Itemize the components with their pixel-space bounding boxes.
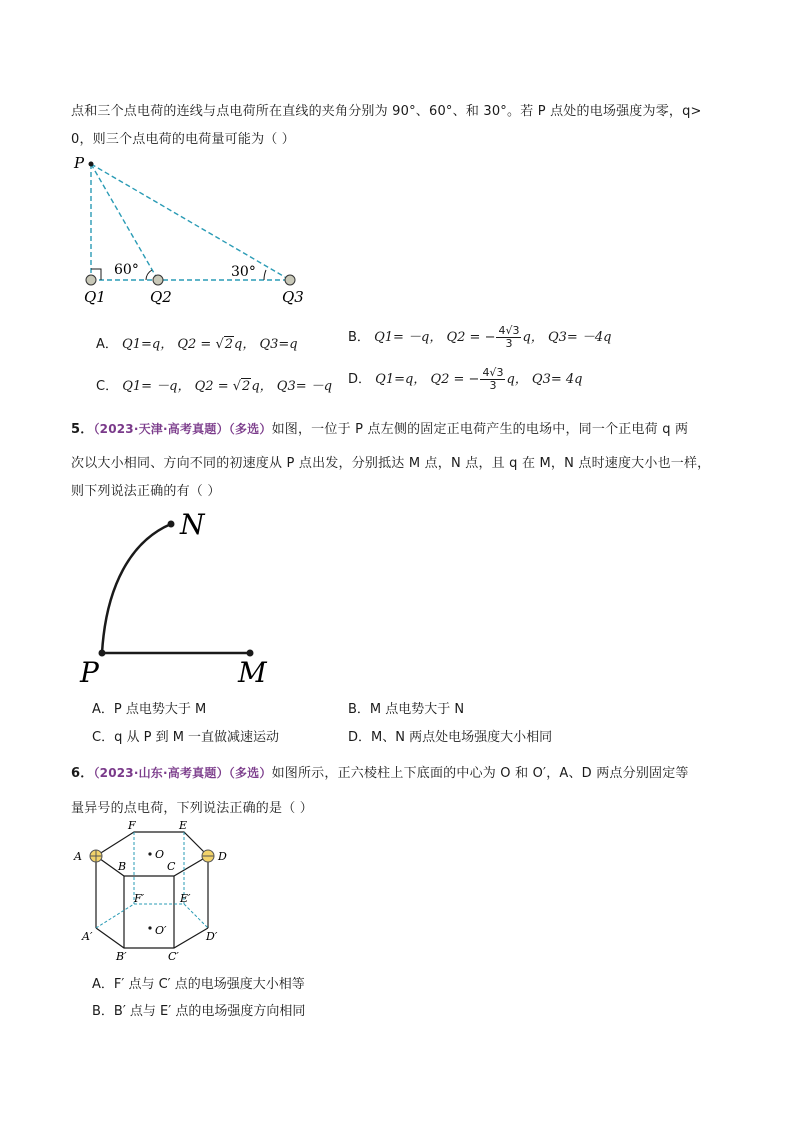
q4-option-c[interactable]: C． Q1= －q， Q2 = √2q， Q3= －q	[96, 379, 333, 394]
option-d-q1: Q1=q，	[375, 372, 427, 387]
q4-stem-line1: 点和三个点电荷的连线与点电荷所在直线的夹角分别为 90°、60°、和 30°。若 P 点处的电场强度为零，q>	[71, 104, 702, 119]
option-letter: B．	[348, 330, 370, 345]
angle-arc-60	[146, 270, 152, 280]
label-p: P	[74, 154, 85, 172]
option-a-q1: Q1=q，	[122, 337, 174, 352]
option-d-q2-prefix: Q2 = −	[430, 372, 480, 387]
option-b-q3: Q3= －4q	[547, 330, 612, 345]
option-a-q2-prefix: Q2 =	[177, 337, 216, 352]
q5-figure	[76, 506, 276, 691]
fraction-numerator: 4√3	[498, 324, 520, 337]
label-q2: Q2	[150, 288, 172, 306]
option-b-q2-prefix: Q2 = −	[446, 330, 496, 345]
center-o	[148, 852, 151, 855]
q4-option-b[interactable]	[348, 325, 612, 350]
label-d: D	[218, 850, 227, 863]
q4-option-a[interactable]: A． Q1=q， Q2 = √2q， Q3=q	[96, 337, 298, 352]
question-source: （2023·山东·高考真题）（多选）	[93, 766, 272, 780]
option-letter: C．	[96, 379, 119, 394]
label-30: 30°	[231, 264, 256, 280]
question-number: 5．	[71, 422, 94, 437]
q5-option-d[interactable]: D．M、N 两点处电场强度大小相同	[348, 730, 553, 745]
label-q3: Q3	[282, 288, 304, 306]
q5-option-c[interactable]: C．q 从 P 到 M 一直做减速运动	[92, 730, 280, 745]
q4-figure	[70, 150, 320, 310]
option-b-q1: Q1= －q，	[374, 330, 443, 345]
option-b-fraction	[496, 325, 521, 350]
q4-stem-line2: 0，则三个点电荷的电荷量可能为（ ）	[71, 132, 296, 147]
label-f: F	[128, 819, 136, 832]
option-letter: D．	[348, 372, 372, 387]
label-d2: D′	[206, 930, 218, 943]
option-letter: A．	[96, 337, 118, 352]
option-a-q2-suffix: q，	[234, 337, 256, 352]
q4-option-d[interactable]	[348, 367, 582, 392]
label-c2: C′	[168, 950, 179, 963]
q5-stem-line1	[71, 418, 688, 437]
q5-stem-text1: 如图，一位于 P 点左侧的固定正电荷产生的电场中，同一个正电荷 q 两	[271, 422, 689, 437]
fraction-denominator: 3	[489, 379, 497, 392]
label-60: 60°	[114, 262, 139, 278]
path-p-to-n	[102, 524, 171, 653]
option-d-q2-suffix: q，	[506, 372, 528, 387]
angle-arc-30	[264, 270, 266, 280]
label-a: A	[74, 850, 82, 863]
label-b2: B′	[116, 950, 127, 963]
q5-option-a[interactable]: A．P 点电势大于 M	[92, 702, 207, 717]
label-c: C	[167, 860, 176, 873]
q6-stem-text1: 如图所示，正六棱柱上下底面的中心为 O 和 O′，A、D 两点分别固定等	[271, 766, 689, 781]
q5-option-b[interactable]: B．M 点电势大于 N	[348, 702, 465, 717]
point-p	[89, 162, 94, 167]
label-a2: A′	[82, 930, 93, 943]
charge-q1	[86, 275, 96, 285]
top-hexagon	[96, 832, 208, 876]
label-e: E	[179, 819, 188, 832]
q5-stem-line2: 次以大小相同、方向不同的初速度从 P 点出发，分别抵达 M 点，N 点，且 q 在 M，N 点时速度大小也一样，	[71, 456, 711, 471]
point-p	[99, 650, 106, 657]
label-f2: F′	[134, 892, 145, 905]
bottom-hidden-edges	[96, 904, 208, 928]
fraction-numerator: 4√3	[482, 366, 504, 379]
option-c-q2-root: 2	[242, 379, 251, 394]
charge-q3	[285, 275, 295, 285]
question-source: （2023·天津·高考真题）（多选）	[93, 422, 272, 436]
label-e2: E′	[180, 892, 191, 905]
q5-stem-line3: 则下列说法正确的有（ ）	[71, 484, 221, 499]
option-a-q2-root: 2	[224, 337, 234, 352]
q6-stem-line1	[71, 762, 689, 781]
option-d-fraction	[480, 367, 505, 392]
label-q1: Q1	[84, 288, 106, 306]
option-c-q2-prefix: Q2 =	[194, 379, 233, 394]
option-d-q3: Q3= 4q	[531, 372, 583, 387]
label-o: O	[155, 848, 165, 861]
fraction-denominator: 3	[505, 337, 513, 350]
q6-option-a[interactable]: A．F′ 点与 C′ 点的电场强度大小相等	[92, 977, 305, 992]
option-c-q1: Q1= －q，	[122, 379, 191, 394]
question-number: 6．	[71, 766, 94, 781]
option-b-q2-suffix: q，	[522, 330, 544, 345]
label-o2: O′	[155, 924, 167, 937]
q6-option-b[interactable]: B．B′ 点与 E′ 点的电场强度方向相同	[92, 1004, 306, 1019]
label-b: B	[118, 860, 127, 873]
option-c-q2-suffix: q，	[251, 379, 273, 394]
bottom-front-edges	[96, 928, 208, 948]
charge-q2	[153, 275, 163, 285]
label-n: N	[180, 508, 205, 541]
option-c-q3: Q3= －q	[276, 379, 333, 394]
option-a-q3: Q3=q	[259, 337, 298, 352]
q6-stem-line2: 量异号的点电荷，下列说法正确的是（ ）	[71, 801, 313, 816]
point-n	[168, 521, 175, 528]
center-o2	[148, 926, 151, 929]
label-p: P	[80, 656, 99, 689]
q6-hexagonal-prism	[72, 818, 242, 966]
label-m: M	[238, 656, 267, 689]
